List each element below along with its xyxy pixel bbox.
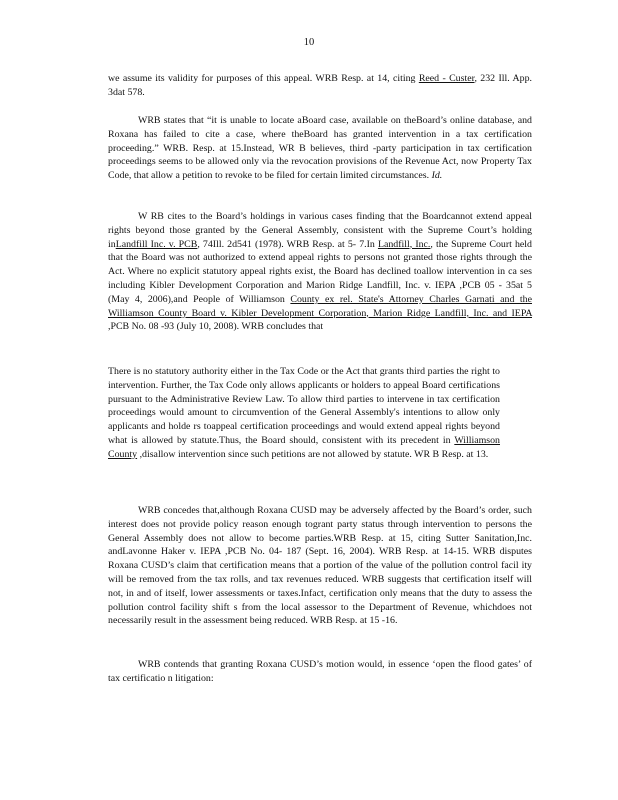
block-quote bbox=[108, 365, 500, 462]
text-run: ,PCB No. 08 -93 (July 10, 2008). WRB concludes that bbox=[108, 321, 324, 333]
case-citation-landfill: Landfill Inc. v. PCB bbox=[115, 238, 198, 250]
case-citation-landfill-short: Landfill, Inc. bbox=[377, 238, 431, 250]
text-run: we assume its validity for purposes of this appeal. WRB Resp. at 14, citing bbox=[108, 73, 419, 84]
paragraph-wrb-concedes bbox=[108, 504, 532, 628]
paragraph-wrb-states bbox=[108, 114, 532, 183]
page-number: 10 bbox=[303, 37, 315, 48]
text-run: , the Supreme Court held that the Board was not authorized to extend appeal rights to persons not granted those rights through the Act. Where no explicit statutory appeal rights exist, the Board has declined toallow intervention in ca ses including Kibler Development Corporation and Marion Ridge Landfill, Inc. v. IEPA ,PCB 05 - 35at 5 (May 4, 2006),and People of Williamson bbox=[108, 238, 532, 305]
text-run: , 232 Ill. App. 3dat 578. bbox=[108, 73, 532, 98]
text-run: ,disallow intervention since such petitions are not allowed by statute. WR B Resp. at 13. bbox=[137, 448, 489, 460]
text-run: W RB cites to the Board’s holdings in various cases finding that the Boardcannot extend appeal rights beyond those granted by the General Assembly, consistent with the Supreme Court’s holding in bbox=[108, 211, 532, 250]
text-run: , 74Ill. 2d541 (1978). WRB Resp. at 5- 7.In bbox=[197, 238, 378, 250]
text-run: WRB concedes that,although Roxana CUSD may be adversely affected by the Board’s order, such interest does not provide policy reason enough togrant party status through intervention to persons the General Assembly does not allow to become parties.WRB Resp. at 15, citing Sutter Sanitation,Inc. andLavonne Haker v. IEPA ,PCB No. 04- 187 (Sept. 16, 2004). WRB Resp. at 14-15. WRB disputes Roxana CUSD’s claim that certification means that a portion of the value of the pollution control facil ity will be removed from the tax rolls, and tax revenues reduced. WRB suggests that certification itself will not, in and of itself, lower assessments or taxes.Infact, certification only means that the duty to assess the pollution control facility shift s from the local assessor to the Department of Revenue, whichdoes not necessarily result in the assessment being reduced. WRB Resp. at 15 -16. bbox=[108, 505, 532, 627]
case-citation-williamson: County ex rel. State's Attorney Charles Garnati and the Williamson County Board v. Kibler Development Corporation, Marion Ridge Landfill, Inc. and IEPA bbox=[108, 293, 532, 319]
text-run: There is no statutory authority either in the Tax Code or the Act that grants third parties the right to intervention. Further, the Tax Code only allows applicants or holders to appeal Board certifications pursuant to the Administrative Review Law. To allow third parties to intervene in tax certification proceedings would amount to circumvention of the General Assembly's intentions to allow only applicants and holde rs toappeal certification proceedings and would extend appeal rights beyond what is allowed by statute.Thus, the Board should, consistent with its precedent in bbox=[108, 366, 500, 446]
paragraph-wrb-cites bbox=[108, 210, 532, 334]
text-run: WRB contends that granting Roxana CUSD’s motion would, in essence ‘open the flood gates’ of tax certificatio n litigation: bbox=[108, 659, 532, 684]
citation-id: Id. bbox=[431, 170, 443, 182]
text-run: WRB states that “it is unable to locate aBoard case, available on theBoard’s online database, and Roxana has failed to cite a case, where theBoard has granted intervention in a tax certification proceeding.” WRB. Resp. at 15.Instead, WR B believes, third -party participation in tax certification proceedings seems to be allowed only via the revocation provisions of the Revenue Act, now Property Tax Code, that allow a petition to revoke to be filed for certain limited circumstances. bbox=[108, 115, 532, 182]
case-citation-williamson-county: Williamson County bbox=[108, 434, 500, 460]
paragraph-continuation bbox=[108, 72, 532, 100]
case-citation-reed-custer: Reed - Custer bbox=[418, 73, 475, 84]
paragraph-wrb-contends bbox=[108, 658, 532, 686]
